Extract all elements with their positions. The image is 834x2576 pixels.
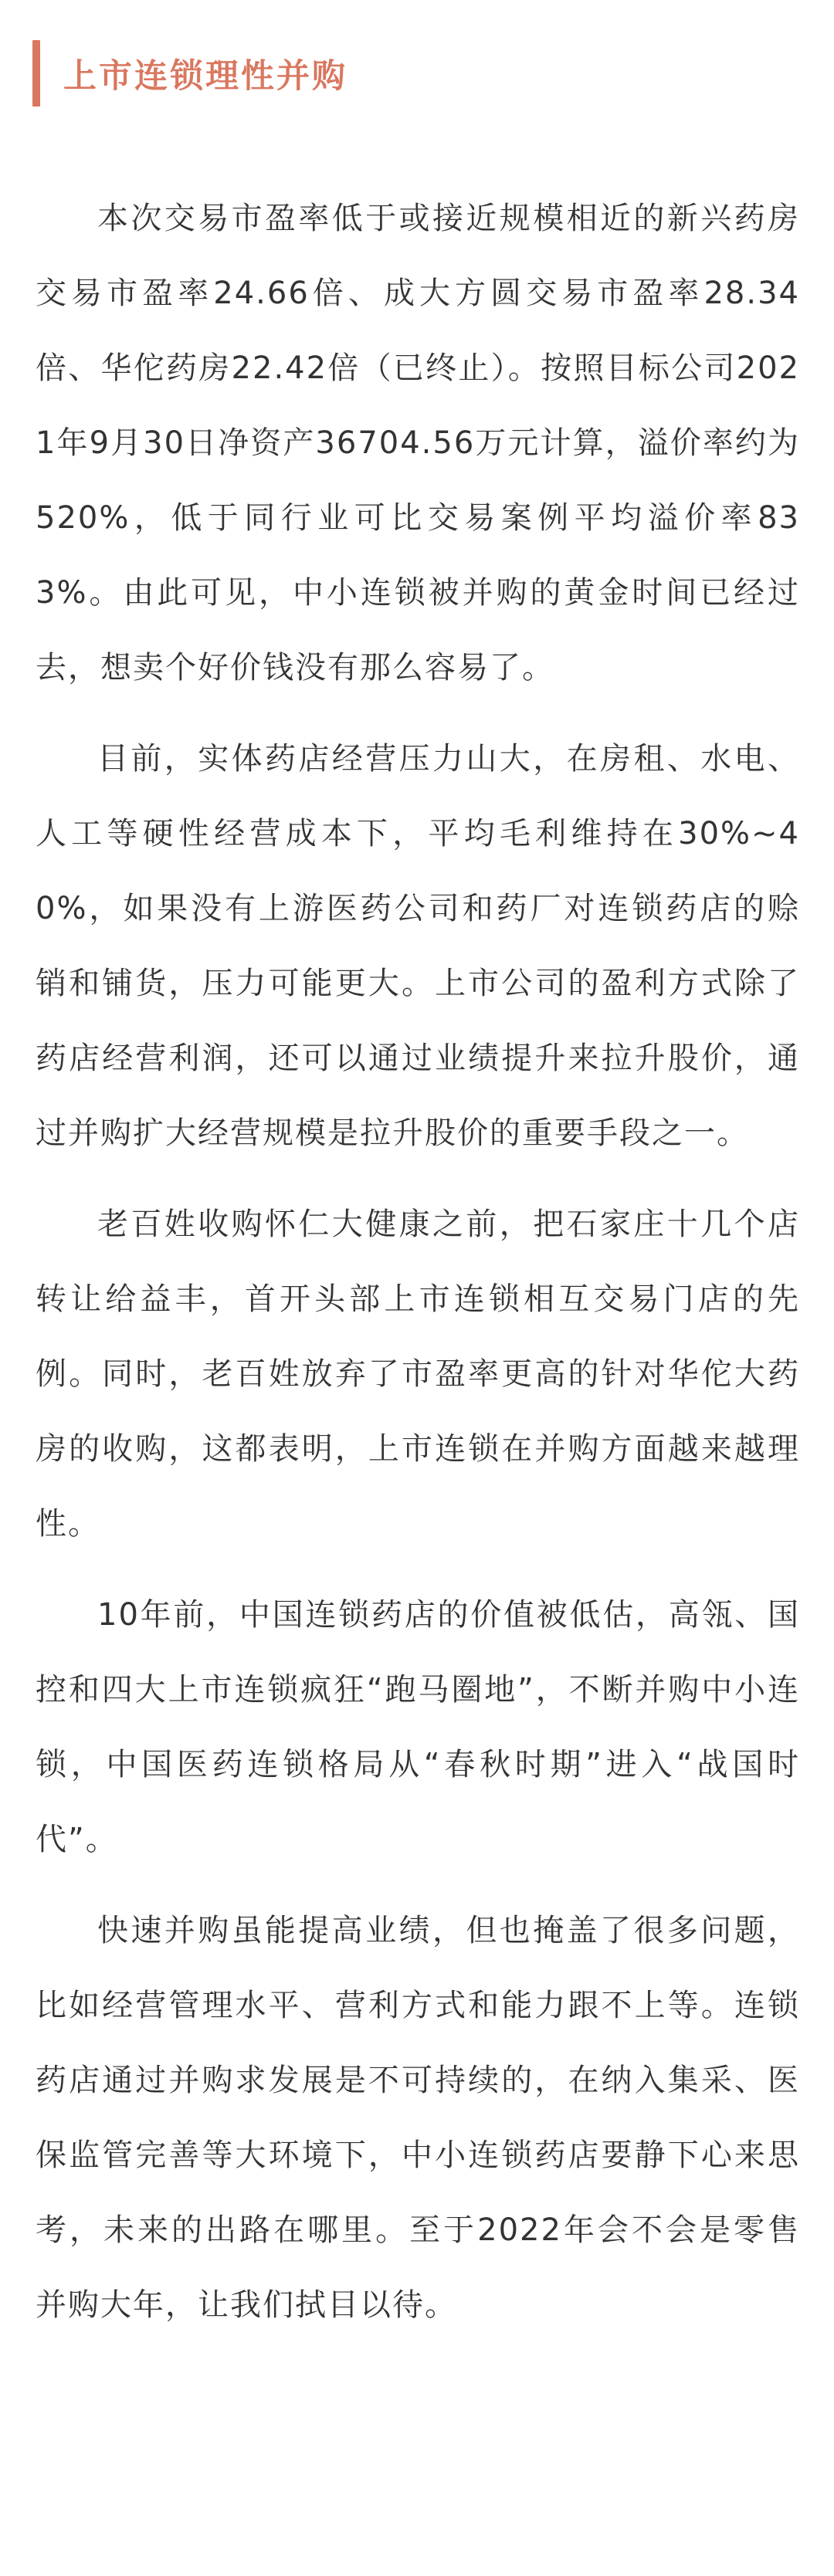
paragraph-1: 本次交易市盈率低于或接近规模相近的新兴药房交易市盈率24.66倍、成大方圆交易市盈率28.34倍、华佗药房22.42倍（已终止）。按照目标公司2021年9月30日净资产36704.56万元计算，溢价率约为520%，低于同行业可比交易案例平均溢价率833%。由此可见，中小连锁被并购的黄金时间已经过去，想卖个好价钱没有那么容易了。 — [36, 201, 800, 685]
title-accent-bar — [32, 40, 40, 107]
paragraph-3: 老百姓收购怀仁大健康之前，把石家庄十几个店转让给益丰，首开头部上市连锁相互交易门店的先例。同时，老百姓放弃了市盈率更高的针对华佗大药房的收购，这都表明，上市连锁在并购方面越来越理性。 — [36, 1207, 800, 1542]
article-body — [36, 181, 800, 2359]
section-header — [32, 40, 348, 107]
paragraph-4: 10年前，中国连锁药店的价值被低估，高瓴、国控和四大上市连锁疯狂“跑马圈地”，不断并购中小连锁，中国医药连锁格局从“春秋时期”进入“战国时代”。 — [36, 1597, 800, 1857]
section-title: 上市连锁理性并购 — [63, 56, 348, 96]
paragraph-5: 快速并购虽能提高业绩，但也掩盖了很多问题，比如经营管理水平、营利方式和能力跟不上等。连锁药店通过并购求发展是不可持续的，在纳入集采、医保监管完善等大环境下，中小连锁药店要静下心来思考，未来的出路在哪里。至于2022年会不会是零售并购大年，让我们拭目以待。 — [36, 1913, 800, 2323]
paragraph-2: 目前，实体药店经营压力山大，在房租、水电、人工等硬性经营成本下，平均毛利维持在30%~40%，如果没有上游医药公司和药厂对连锁药店的赊销和铺货，压力可能更大。上市公司的盈利方式除了药店经营利润，还可以通过业绩提升来拉升股价，通过并购扩大经营规模是拉升股价的重要手段之一。 — [36, 741, 800, 1151]
